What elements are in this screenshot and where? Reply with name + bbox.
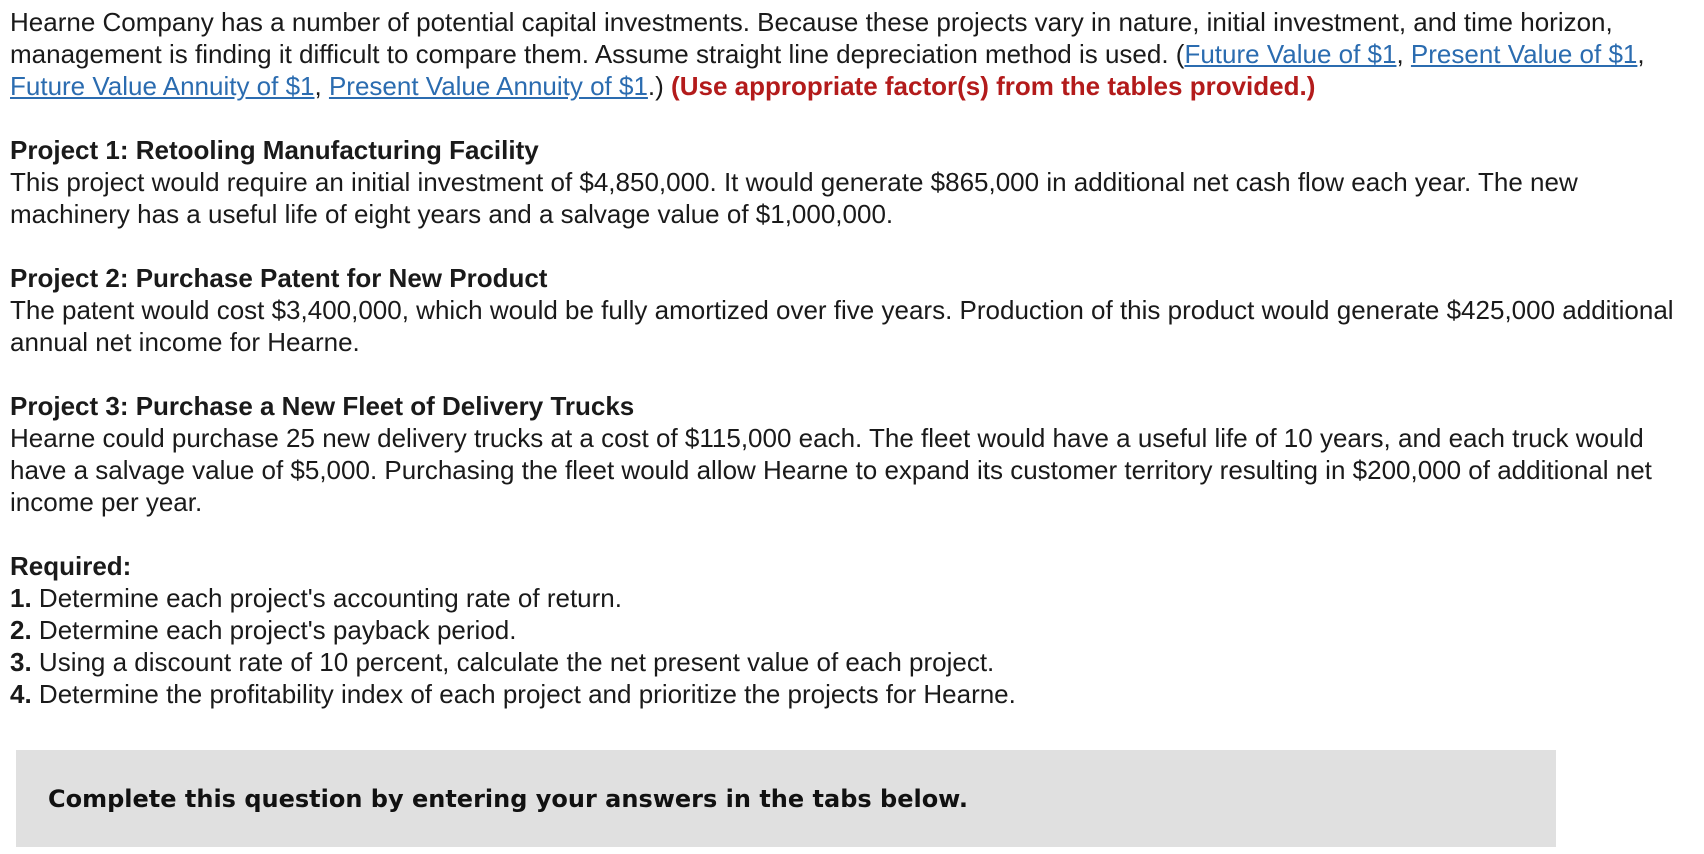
link-present-value-annuity[interactable]: Present Value Annuity of $1 [328, 71, 648, 101]
required-item [10, 614, 1694, 646]
required-label: Required: [10, 551, 132, 581]
required-item-number: 1. [10, 583, 32, 613]
instruction-box-text: Complete this question by entering your answers in the tabs below. [48, 784, 968, 813]
required-item-text: Determine the profitability index of each project and prioritize the projects for Hearne. [38, 679, 1016, 709]
project-2-body: The patent would cost $3,400,000, which would be fully amortized over five years. Production of this product would generate $425,000 additional annual net income for Hearne. [10, 295, 1674, 357]
project-1-body: This project would require an initial investment of $4,850,000. It would generate $865,000 in additional net cash flow each year. The new machinery has a useful life of eight years and a salvage value of $1,000,000. [10, 167, 1578, 229]
project-1-title: Project 1: Retooling Manufacturing Facility [10, 135, 539, 165]
link-separator: , [1396, 39, 1411, 69]
project-2-title: Project 2: Purchase Patent for New Product [10, 263, 548, 293]
link-present-value[interactable]: Present Value of $1 [1410, 39, 1638, 69]
required-item-text: Using a discount rate of 10 percent, calculate the net present value of each project. [38, 647, 995, 677]
required-item [10, 646, 1694, 678]
link-future-value[interactable]: Future Value of $1 [1184, 39, 1397, 69]
link-separator: , [1637, 39, 1645, 69]
required-item-text: Determine each project's payback period. [38, 615, 517, 645]
instruction-box [16, 750, 1556, 847]
required-item [10, 678, 1694, 710]
required-section [10, 550, 1694, 710]
factor-instruction: (Use appropriate factor(s) from the tables provided.) [671, 71, 1316, 101]
project-3-section [10, 390, 1694, 518]
link-separator: , [314, 71, 329, 101]
project-3-body: Hearne could purchase 25 new delivery trucks at a cost of $115,000 each. The fleet would have a useful life of 10 years, and each truck would have a salvage value of $5,000. Purchasing the fleet would allow Hearne to expand its customer territory resulting in $200,000 of additional net income per year. [10, 423, 1652, 517]
intro-text: Hearne Company has a number of potential capital investments. Because these projects vary in nature, initial investment, and time horizon, management is finding it difficult to compare them. Assume straight line depreciation method is used. ( [10, 7, 1613, 69]
required-list [10, 582, 1694, 710]
project-2-section [10, 262, 1694, 358]
required-item-number: 4. [10, 679, 32, 709]
intro-paragraph [10, 6, 1694, 102]
required-item-text: Determine each project's accounting rate of return. [38, 583, 622, 613]
intro-close: .) [647, 71, 664, 101]
project-1-section [10, 134, 1694, 230]
required-item-number: 2. [10, 615, 32, 645]
project-3-title: Project 3: Purchase a New Fleet of Delivery Trucks [10, 391, 635, 421]
required-item-number: 3. [10, 647, 32, 677]
link-future-value-annuity[interactable]: Future Value Annuity of $1 [10, 71, 315, 101]
required-item [10, 582, 1694, 614]
